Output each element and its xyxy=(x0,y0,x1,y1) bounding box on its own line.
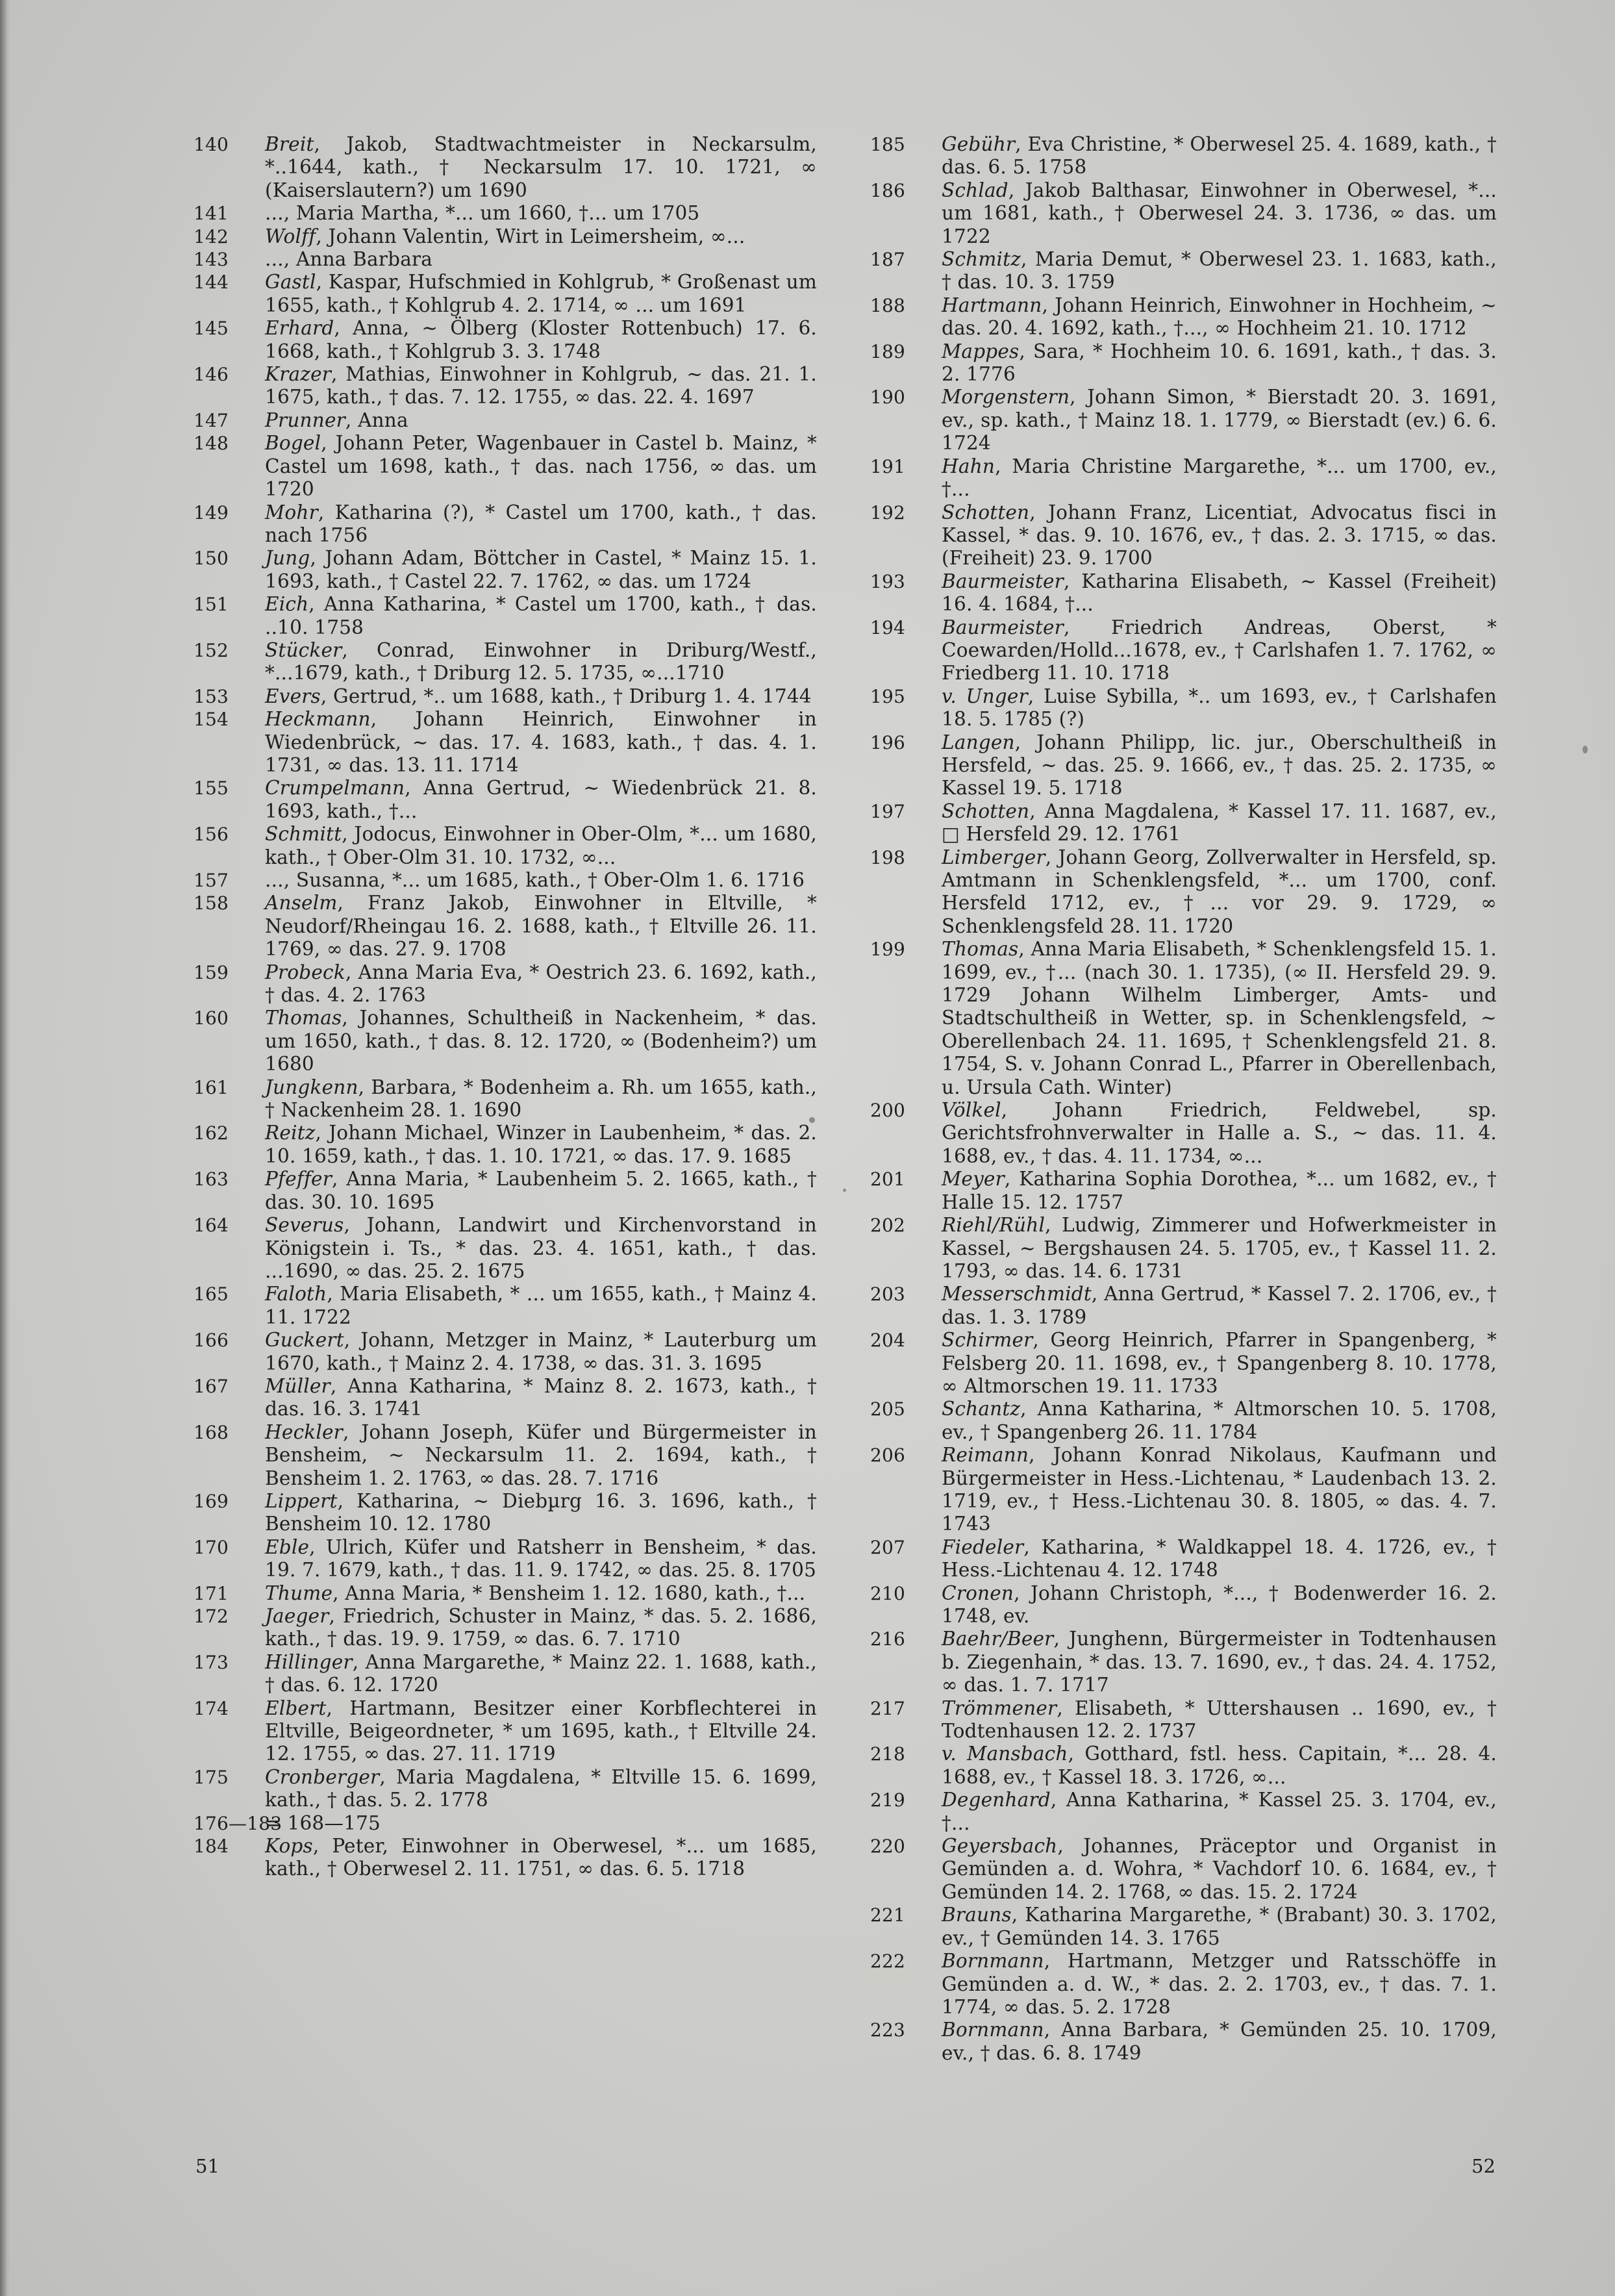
entry-number: 162 xyxy=(194,1122,229,1144)
genealogy-entry xyxy=(194,1766,817,1812)
entry-surname: Mohr xyxy=(265,501,318,524)
entry-details: , Johann Simon, * Bierstadt 20. 3. 1691, ev., sp. kath., † Mainz 18. 1. 1779, ∞ Bierstadt (ev.) 6. 6. 1724 xyxy=(942,386,1497,455)
genealogy-entry xyxy=(194,271,817,317)
entry-number: 223 xyxy=(870,2019,906,2041)
entry-details: , Elisabeth, * Uttershausen .. 1690, ev., † Todtenhausen 12. 2. 1737 xyxy=(942,1697,1497,1743)
entry-number: 222 xyxy=(870,1950,906,1973)
entry-number: 161 xyxy=(194,1076,229,1098)
entry-number: 210 xyxy=(870,1582,906,1604)
entry-number: 218 xyxy=(870,1743,906,1765)
entry-number: 174 xyxy=(194,1697,229,1719)
genealogy-entry xyxy=(194,639,817,685)
entry-details: , Johann Michael, Winzer in Laubenheim, * das. 2. 10. 1659, kath., † das. 1. 10. 1721, ∞ das. 17. 9. 1685 xyxy=(265,1122,817,1167)
entry-details: , Anna Barbara, * Gemünden 25. 10. 1709, ev., † das. 6. 8. 1749 xyxy=(942,2019,1497,2064)
entry-surname: Baurmeister xyxy=(942,570,1064,592)
entry-details: , Jakob Balthasar, Einwohner in Oberwesel, *... um 1681, kath., † Oberwesel 24. 3. 1736, ∞ das. um 1722 xyxy=(942,179,1497,247)
entry-surname: Meyer xyxy=(942,1168,1005,1191)
genealogy-entry xyxy=(194,1375,817,1421)
entry-surname: Degenhard xyxy=(942,1789,1051,1811)
entry-number: 188 xyxy=(870,294,906,316)
entry-number: 151 xyxy=(194,594,229,616)
entry-details: , Ludwig, Zimmerer und Hofwerkmeister in Kassel, ~ Bergshausen 24. 5. 1705, ev., † Kassel 11. 2. 1793, ∞ das. 14. 6. 1731 xyxy=(942,1214,1497,1282)
entry-details: , Anna Maria Elisabeth, * Schenklengsfeld 15. 1. 1699, ev., †... (nach 30. 1. 1735), (∞ II. Hersfeld 29. 9. 1729 Johann Wilhelm Limberger, Amts- und Stadtschultheiß in Wetter, sp. in Schenklengsfeld, ~ Oberellenbach 24. 11. 1695, † Schenklengsfeld 21. 8. 1754, S. v. Johann Conrad L., Pfarrer in Oberellenbach, u. Ursula Cath. Winter) xyxy=(942,938,1497,1098)
genealogy-entry xyxy=(194,1214,817,1283)
entry-surname: Thomas xyxy=(942,938,1019,961)
entry-number: 155 xyxy=(194,777,229,800)
entry-number: 190 xyxy=(870,386,906,409)
entry-details: , Johann Franz, Licentiat, Advocatus fisci in Kassel, * das. 9. 10. 1676, ev., † das. 2. 3. 1715, ∞ das. (Freiheit) 23. 9. 1700 xyxy=(942,501,1497,570)
entry-details: , Anna Katharina, * Castel um 1700, kath., † das. ..10. 1758 xyxy=(265,593,817,638)
genealogy-entry xyxy=(194,1168,817,1214)
entry-number: 206 xyxy=(870,1444,906,1467)
genealogy-entry xyxy=(870,1329,1497,1398)
entry-details: , Anna Katharina, * Mainz 8. 2. 1673, kath., † das. 16. 3. 1741 xyxy=(265,1374,817,1420)
genealogy-entry xyxy=(194,501,817,548)
entry-number: 163 xyxy=(194,1168,229,1191)
entry-surname: Müller xyxy=(265,1374,331,1397)
entry-number: 184 xyxy=(194,1836,229,1858)
genealogy-entry xyxy=(870,1835,1497,1904)
entry-number: 148 xyxy=(194,433,229,455)
entry-number: 199 xyxy=(870,939,906,961)
entry-details: , Ulrich, Küfer und Ratsherr in Bensheim, * das. 19. 7. 1679, kath., † das. 11. 9. 1742, ∞ das. 25. 8. 1705 xyxy=(265,1535,817,1582)
genealogy-entry xyxy=(194,1812,817,1835)
genealogy-entry xyxy=(870,501,1497,570)
entry-details: , Anna Katharina, * Kassel 25. 3. 1704, ev., †... xyxy=(942,1789,1497,1834)
genealogy-entry xyxy=(870,1398,1497,1444)
entry-surname: Gastl xyxy=(265,271,316,294)
genealogy-entry xyxy=(870,294,1497,340)
entry-surname: Riehl/Rühl xyxy=(942,1214,1045,1237)
entry-number: 186 xyxy=(870,179,906,201)
genealogy-entry xyxy=(870,800,1497,846)
entry-surname: Anselm xyxy=(265,892,338,915)
genealogy-entry xyxy=(870,1789,1497,1835)
genealogy-entry xyxy=(194,1582,817,1605)
entry-surname: Schmitt xyxy=(265,823,342,846)
entry-details: , Conrad, Einwohner in Driburg/Westf., *...1679, kath., † Driburg 12. 5. 1735, ∞...1710 xyxy=(265,638,817,685)
genealogy-entry xyxy=(870,1099,1497,1168)
entry-surname: Baurmeister xyxy=(942,616,1064,638)
entry-details: , Maria Elisabeth, * ... um 1655, kath., † Mainz 4. 11. 1722 xyxy=(265,1283,817,1328)
entry-number: 216 xyxy=(870,1628,906,1650)
entry-number: 193 xyxy=(870,570,906,592)
entry-surname: Schantz xyxy=(942,1398,1021,1420)
entry-number: 170 xyxy=(194,1536,229,1558)
entry-surname: Jung xyxy=(265,547,310,570)
entry-surname: Hahn xyxy=(942,455,995,477)
entry-number: 152 xyxy=(194,639,229,661)
entry-surname: Severus xyxy=(265,1214,344,1237)
genealogy-entry xyxy=(870,846,1497,939)
entry-number: 207 xyxy=(870,1536,906,1558)
genealogy-entry xyxy=(870,133,1497,179)
genealogy-entry xyxy=(194,1122,817,1168)
entry-details: , Johann Heinrich, Einwohner in Wiedenbrück, ~ das. 17. 4. 1683, kath., † das. 4. 1. 1731, ∞ das. 13. 11. 1714 xyxy=(265,708,817,776)
entry-details: , Friedrich Andreas, Oberst, * Coewarden/Holld...1678, ev., † Carlshafen 1. 7. 1762, ∞ Friedberg 11. 10. 1718 xyxy=(942,616,1497,685)
entry-details: , Jodocus, Einwohner in Ober-Olm, *... um 1680, kath., † Ober-Olm 31. 10. 1732, ∞... xyxy=(265,823,817,868)
entry-details: , Mathias, Einwohner in Kohlgrub, ~ das. 21. 1. 1675, kath., † das. 7. 12. 1755, ∞ das. 22. 4. 1697 xyxy=(265,363,817,409)
genealogy-entry xyxy=(194,1697,817,1766)
entry-surname: Cronberger xyxy=(265,1765,380,1788)
entry-surname: Faloth xyxy=(265,1283,327,1306)
entry-number: 219 xyxy=(870,1789,906,1811)
entry-number: 203 xyxy=(870,1283,906,1306)
entry-number: 204 xyxy=(870,1330,906,1352)
entry-details: , Junghenn, Bürgermeister in Todtenhausen b. Ziegenhain, * das. 13. 7. 1690, ev., † das. 24. 4. 1752, ∞ das. 1. 7. 1717 xyxy=(942,1628,1497,1697)
entry-number: 149 xyxy=(194,501,229,524)
entry-surname: Schlad xyxy=(942,179,1008,201)
entry-surname: Fiedeler xyxy=(942,1535,1024,1558)
entry-details: , Anna Maria, * Laubenheim 5. 2. 1665, kath., † das. 30. 10. 1695 xyxy=(265,1168,817,1213)
entry-number: 145 xyxy=(194,318,229,340)
entry-surname: Trömmener xyxy=(942,1697,1057,1719)
entry-surname: Probeck xyxy=(265,961,345,983)
entry-details: , Johann Joseph, Küfer und Bürgermeister in Bensheim, ~ Neckarsulm 11. 2. 1694, kath., † Bensheim 1. 2. 1763, ∞ das. 28. 7. 1716 xyxy=(265,1420,817,1489)
entry-details: , Maria Christine Margarethe, *... um 1700, ev., †... xyxy=(942,455,1497,501)
entry-surname: Eich xyxy=(265,593,309,616)
entry-number: 172 xyxy=(194,1606,229,1627)
entry-number: 142 xyxy=(194,225,229,247)
entry-details: , Luise Sybilla, *.. um 1693, ev., † Carlshafen 18. 5. 1785 (?) xyxy=(942,685,1497,731)
genealogy-entry xyxy=(870,455,1497,501)
entry-surname: Schirmer xyxy=(942,1329,1033,1352)
genealogy-entry xyxy=(870,340,1497,386)
entry-details: , Anna Gertrud, * Kassel 7. 2. 1706, ev., † das. 1. 3. 1789 xyxy=(942,1283,1497,1328)
entry-surname: Brauns xyxy=(942,1904,1012,1926)
entry-surname: Bornmann xyxy=(942,1950,1044,1973)
entry-surname: Kops xyxy=(265,1835,313,1858)
genealogy-entry xyxy=(870,1214,1497,1283)
entry-surname: Jungkenn xyxy=(265,1076,358,1098)
genealogy-entry xyxy=(870,938,1497,1099)
right-page-number: 52 xyxy=(1471,2155,1496,2177)
entry-surname: Schmitz xyxy=(942,248,1021,271)
genealogy-entry xyxy=(194,1536,817,1582)
entry-number: 220 xyxy=(870,1836,906,1858)
entry-details: , Johann Philipp, lic. jur., Oberschultheiß in Hersfeld, ~ das. 25. 9. 1666, ev., † das. 25. 2. 1735, ∞ Kassel 19. 5. 1718 xyxy=(942,731,1497,800)
entry-surname: Thomas xyxy=(265,1007,342,1029)
genealogy-entry xyxy=(194,1076,817,1122)
entry-details: , Johannes, Präceptor und Organist in Gemünden a. d. Wohra, * Vachdorf 10. 6. 1684, ev., † Gemünden 14. 2. 1768, ∞ das. 15. 2. 1724 xyxy=(942,1835,1497,1903)
left-column-entries xyxy=(194,133,817,2108)
entry-surname: Pfeffer xyxy=(265,1168,332,1191)
entry-details: , Anna xyxy=(345,409,408,431)
entry-number: 195 xyxy=(870,685,906,707)
entry-details: , Anna Maria Eva, * Oestrich 23. 6. 1692, kath., † das. 4. 2. 1763 xyxy=(265,961,817,1007)
entry-details: , Hartmann, Besitzer einer Korbflechterei in Eltville, Beigeordneter, * um 1695, kath., † Eltville 24. 12. 1755, ∞ das. 27. 11. 1719 xyxy=(265,1697,817,1765)
entry-details: , Katharina Margarethe, * (Brabant) 30. 3. 1702, ev., † Gemünden 14. 3. 1765 xyxy=(942,1904,1497,1949)
genealogy-entry xyxy=(194,133,817,202)
entry-number: 166 xyxy=(194,1330,229,1352)
entry-surname: Crumpelmann xyxy=(265,777,405,800)
entry-details: , Sara, * Hochheim 10. 6. 1691, kath., † das. 3. 2. 1776 xyxy=(942,340,1497,386)
entry-details: , Katharina, * Waldkappel 18. 4. 1726, ev., † Hess.-Lichtenau 4. 12. 1748 xyxy=(942,1535,1497,1582)
entry-number: 147 xyxy=(194,409,229,431)
entry-number: 175 xyxy=(194,1766,229,1788)
entry-surname: Heckler xyxy=(265,1420,343,1443)
genealogy-entry xyxy=(870,1444,1497,1536)
entry-details: ..., Maria Martha, *... um 1660, †... um 1705 xyxy=(265,202,700,225)
entry-surname: Hillinger xyxy=(265,1650,353,1673)
entry-number: 200 xyxy=(870,1100,906,1122)
entry-number: 165 xyxy=(194,1283,229,1306)
entry-details: = 168—175 xyxy=(265,1811,381,1834)
entry-details: , Franz Jakob, Einwohner in Eltville, * Neudorf/Rheingau 16. 2. 1688, kath., † Eltville 26. 11. 1769, ∞ das. 27. 9. 1708 xyxy=(265,892,817,961)
genealogy-entry xyxy=(194,593,817,639)
entry-number: 144 xyxy=(194,271,229,294)
genealogy-entry xyxy=(194,708,817,777)
entry-details: , Johann Friedrich, Feldwebel, sp. Gerichtsfrohnverwalter in Halle a. S., ~ das. 11. 4. 1688, ev., † das. 4. 11. 1734, ∞... xyxy=(942,1099,1497,1167)
genealogy-entry xyxy=(870,386,1497,455)
entry-details: , Johann Adam, Böttcher in Castel, * Mainz 15. 1. 1693, kath., † Castel 22. 7. 1762, ∞ das. um 1724 xyxy=(265,547,817,592)
entry-details: , Anna Katharina, * Altmorschen 10. 5. 1708, ev., † Spangenberg 26. 11. 1784 xyxy=(942,1398,1497,1443)
genealogy-entry xyxy=(870,570,1497,616)
entry-details: , Anna Margarethe, * Mainz 22. 1. 1688, kath., † das. 6. 12. 1720 xyxy=(265,1650,817,1697)
genealogy-entry xyxy=(870,1628,1497,1697)
genealogy-entry xyxy=(194,777,817,823)
entry-details: , Gertrud, *.. um 1688, kath., † Driburg 1. 4. 1744 xyxy=(320,685,812,707)
genealogy-entry xyxy=(870,685,1497,731)
entry-surname: Cronen xyxy=(942,1582,1014,1604)
genealogy-entry xyxy=(870,1283,1497,1329)
entry-number: 191 xyxy=(870,455,906,477)
entry-surname: Völkel xyxy=(942,1099,1001,1122)
entry-details: , Katharina, ~ Diebµrg 16. 3. 1696, kath., † Bensheim 10. 12. 1780 xyxy=(265,1489,817,1535)
entry-number: 187 xyxy=(870,249,906,271)
genealogy-entry xyxy=(870,2019,1497,2065)
entry-details: , Johann Valentin, Wirt in Leimersheim, ∞... xyxy=(316,225,745,247)
entry-number: 160 xyxy=(194,1007,229,1029)
entry-details: , Gotthard, fstl. hess. Capitain, *... 28. 4. 1688, ev., † Kassel 18. 3. 1726, ∞... xyxy=(942,1743,1497,1788)
entry-surname: Breit xyxy=(265,133,314,155)
entry-surname: Heckmann xyxy=(265,708,371,731)
genealogy-entry xyxy=(870,1697,1497,1743)
entry-number: 154 xyxy=(194,709,229,731)
genealogy-entry xyxy=(870,1904,1497,1950)
entry-surname: Langen xyxy=(942,731,1015,753)
entry-number: 146 xyxy=(194,364,229,386)
genealogy-entry xyxy=(194,1007,817,1076)
entry-details: , Peter, Einwohner in Oberwesel, *... um 1685, kath., † Oberwesel 2. 11. 1751, ∞ das. 6. 5. 1718 xyxy=(265,1835,817,1880)
entry-number: 196 xyxy=(870,731,906,753)
entry-surname: Morgenstern xyxy=(942,386,1070,409)
entry-details: , Johann Heinrich, Einwohner in Hochheim, ~ das. 20. 4. 1692, kath., †..., ∞ Hochheim 21. 10. 1712 xyxy=(942,294,1497,340)
entry-surname: Limberger xyxy=(942,846,1045,868)
entry-surname: Guckert xyxy=(265,1329,344,1352)
entry-surname: Wolff xyxy=(265,225,316,247)
entry-details: , Johann, Metzger in Mainz, * Lauterburg um 1670, kath., † Mainz 2. 4. 1738, ∞ das. 31. 3. 1695 xyxy=(265,1329,817,1374)
entry-number: 141 xyxy=(194,203,229,225)
genealogy-entry xyxy=(194,363,817,409)
genealogy-entry xyxy=(194,225,817,248)
entry-number: 185 xyxy=(870,134,906,155)
entry-surname: Elbert xyxy=(265,1697,327,1719)
entry-number: 158 xyxy=(194,892,229,915)
entry-details: , Anna Magdalena, * Kassel 17. 11. 1687, ev., □ Hersfeld 29. 12. 1761 xyxy=(942,800,1497,846)
genealogy-entry xyxy=(870,248,1497,294)
entry-number: 169 xyxy=(194,1490,229,1512)
entry-surname: Schotten xyxy=(942,501,1030,524)
entry-surname: Stücker xyxy=(265,638,342,661)
genealogy-entry xyxy=(194,823,817,869)
genealogy-entry xyxy=(194,1283,817,1329)
entry-details: , Johann Peter, Wagenbauer in Castel b. Mainz, * Castel um 1698, kath., † das. nach 1756, ∞ das. um 1720 xyxy=(265,432,817,501)
entry-details: , Eva Christine, * Oberwesel 25. 4. 1689, kath., † das. 6. 5. 1758 xyxy=(942,133,1497,179)
entry-details: , Anna, ~ Ölberg (Kloster Rottenbuch) 17. 6. 1668, kath., † Kohlgrub 3. 3. 1748 xyxy=(265,317,817,362)
entry-details: , Anna Maria, * Bensheim 1. 12. 1680, kath., †... xyxy=(332,1582,806,1604)
entry-details: , Jakob, Stadtwachtmeister in Neckarsulm, *..1644, kath., † Neckarsulm 17. 10. 1721, ∞ (Kaiserslautern?) um 1690 xyxy=(265,133,817,201)
entry-number: 159 xyxy=(194,961,229,983)
genealogy-entry xyxy=(194,432,817,501)
entry-number: 192 xyxy=(870,501,906,524)
entry-number: 202 xyxy=(870,1215,906,1237)
entry-number: 164 xyxy=(194,1215,229,1237)
entry-number: 189 xyxy=(870,340,906,362)
entry-details: , Kaspar, Hufschmied in Kohlgrub, * Großenast um 1655, kath., † Kohlgrub 4. 2. 1714, ∞ ... um 1691 xyxy=(265,271,817,316)
entry-number: 205 xyxy=(870,1398,906,1420)
genealogy-entry xyxy=(870,1950,1497,2019)
entry-number: 157 xyxy=(194,870,229,891)
entry-details: , Johann, Landwirt und Kirchenvorstand in Königstein i. Ts., * das. 23. 4. 1651, kath., † das. ...1690, ∞ das. 25. 2. 1675 xyxy=(265,1214,817,1282)
entry-number: 173 xyxy=(194,1651,229,1673)
entry-surname: Jaeger xyxy=(265,1605,329,1627)
entry-details: ..., Susanna, *... um 1685, kath., † Ober-Olm 1. 6. 1716 xyxy=(265,869,805,891)
entry-details: , Anna Gertrud, ~ Wiedenbrück 21. 8. 1693, kath., †... xyxy=(265,777,817,822)
entry-surname: Gebühr xyxy=(942,133,1016,155)
genealogy-entry xyxy=(870,1743,1497,1789)
entry-surname: Mappes xyxy=(942,340,1020,362)
genealogy-entry xyxy=(194,1490,817,1536)
entry-details: , Georg Heinrich, Pfarrer in Spangenberg, * Felsberg 20. 11. 1698, ev., † Spangenberg 8. 10. 1778, ∞ Altmorschen 19. 11. 1733 xyxy=(942,1329,1497,1397)
entry-surname: Thume xyxy=(265,1582,333,1604)
genealogy-entry xyxy=(870,731,1497,800)
entry-surname: Messerschmidt xyxy=(942,1283,1092,1306)
entry-number: 176—183 xyxy=(194,1812,282,1834)
entry-details: , Johann Konrad Nikolaus, Kaufmann und Bürgermeister in Hess.-Lichtenau, * Laudenbach 13. 2. 1719, ev., † Hess.-Lichtenau 30. 8. 1805, ∞ das. 4. 7. 1743 xyxy=(942,1444,1497,1535)
paper-speck xyxy=(1583,746,1588,753)
entry-details: , Maria Demut, * Oberwesel 23. 1. 1683, kath., † das. 10. 3. 1759 xyxy=(942,248,1497,294)
entry-surname: Evers xyxy=(265,685,321,707)
entry-details: , Maria Magdalena, * Eltville 15. 6. 1699, kath., † das. 5. 2. 1778 xyxy=(265,1765,817,1811)
genealogy-entry xyxy=(194,202,817,225)
entry-details: , Katharina Elisabeth, ~ Kassel (Freiheit) 16. 4. 1684, †... xyxy=(942,570,1497,616)
entry-number: 197 xyxy=(870,800,906,822)
entry-number: 167 xyxy=(194,1375,229,1397)
entry-number: 198 xyxy=(870,846,906,868)
entry-surname: Schotten xyxy=(942,800,1030,822)
entry-details: ..., Anna Barbara xyxy=(265,248,433,271)
entry-surname: Geyersbach xyxy=(942,1835,1058,1858)
entry-surname: Erhard xyxy=(265,317,334,340)
left-page-number: 51 xyxy=(195,2155,219,2177)
entry-details: , Johann Georg, Zollverwalter in Hersfeld, sp. Amtmann in Schenklengsfeld, *... um 1700, conf. Hersfeld 1712, ev., †... vor 29. 9. 1729, ∞ Schenklengsfeld 28. 11. 1720 xyxy=(942,846,1497,937)
genealogy-entry xyxy=(194,869,817,892)
paper-speck xyxy=(843,1189,846,1192)
genealogy-entry xyxy=(194,1421,817,1490)
entry-surname: Krazer xyxy=(265,363,332,386)
genealogy-entry xyxy=(194,1651,817,1697)
entry-details: , Hartmann, Metzger und Ratsschöffe in Gemünden a. d. W., * das. 2. 2. 1703, ev., † das. 7. 1. 1774, ∞ das. 5. 2. 1728 xyxy=(942,1950,1497,2018)
entry-details: , Barbara, * Bodenheim a. Rh. um 1655, kath., † Nackenheim 28. 1. 1690 xyxy=(265,1076,817,1122)
genealogy-entry xyxy=(194,409,817,432)
entry-number: 140 xyxy=(194,134,229,155)
binding-edge-shadow xyxy=(0,0,10,2296)
entry-surname: v. Unger xyxy=(942,685,1028,707)
entry-surname: Eble xyxy=(265,1535,310,1558)
genealogy-entry xyxy=(870,179,1497,248)
genealogy-entry xyxy=(194,1835,817,1881)
genealogy-entry xyxy=(870,1168,1497,1214)
entry-number: 143 xyxy=(194,249,229,271)
genealogy-entry xyxy=(194,892,817,961)
entry-surname: Bornmann xyxy=(942,2019,1044,2041)
genealogy-entry xyxy=(870,616,1497,685)
entry-number: 156 xyxy=(194,824,229,846)
genealogy-entry xyxy=(194,1329,817,1375)
entry-surname: Bogel xyxy=(265,432,321,455)
entry-surname: Prunner xyxy=(265,409,345,431)
genealogy-entry xyxy=(194,685,817,708)
entry-number: 171 xyxy=(194,1582,229,1604)
entry-number: 201 xyxy=(870,1168,906,1191)
entry-surname: v. Mansbach xyxy=(942,1743,1068,1765)
genealogy-entry xyxy=(194,248,817,271)
right-column-entries xyxy=(870,133,1497,2108)
entry-details: , Johann Christoph, *..., † Bodenwerder 16. 2. 1748, ev. xyxy=(942,1582,1497,1627)
entry-number: 217 xyxy=(870,1697,906,1719)
genealogy-entry xyxy=(194,961,817,1007)
entry-details: , Katharina (?), * Castel um 1700, kath., † das. nach 1756 xyxy=(265,501,817,546)
genealogy-entry xyxy=(194,547,817,593)
entry-details: , Friedrich, Schuster in Mainz, * das. 5. 2. 1686, kath., † das. 19. 9. 1759, ∞ das. 6. 7. 1710 xyxy=(265,1605,817,1650)
entry-number: 221 xyxy=(870,1904,906,1926)
genealogy-entry xyxy=(194,1605,817,1651)
genealogy-entry xyxy=(194,317,817,363)
entry-surname: Reimann xyxy=(942,1444,1029,1467)
entry-surname: Hartmann xyxy=(942,294,1042,316)
entry-surname: Reitz xyxy=(265,1122,316,1144)
entry-surname: Lippert xyxy=(265,1489,338,1512)
entry-number: 168 xyxy=(194,1421,229,1443)
entry-surname: Baehr/Beer xyxy=(942,1628,1054,1650)
genealogy-entry xyxy=(870,1582,1497,1628)
entry-number: 150 xyxy=(194,548,229,570)
entry-details: , Katharina Sophia Dorothea, *... um 1682, ev., † Halle 15. 12. 1757 xyxy=(942,1168,1497,1213)
entry-number: 153 xyxy=(194,685,229,707)
entry-details: , Johannes, Schultheiß in Nackenheim, * das. um 1650, kath., † das. 8. 12. 1720, ∞ (Bodenheim?) um 1680 xyxy=(265,1007,817,1076)
genealogy-entry xyxy=(870,1536,1497,1582)
entry-number: 194 xyxy=(870,616,906,638)
